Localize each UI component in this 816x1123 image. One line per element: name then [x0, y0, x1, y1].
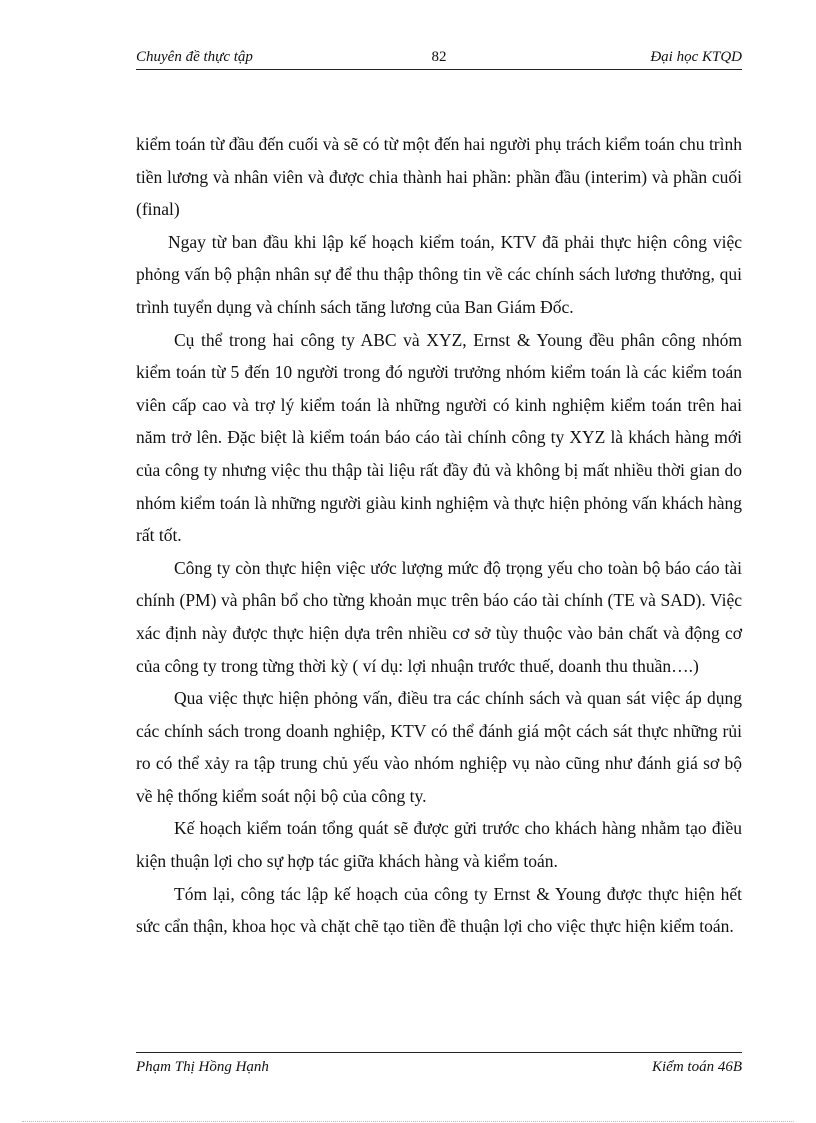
page-bottom-edge	[22, 1121, 794, 1122]
footer-author: Phạm Thị Hồng Hạnh	[136, 1059, 269, 1075]
header-page-number: 82	[431, 49, 447, 65]
paragraph-planning-interview: Ngay từ ban đầu khi lập kế hoạch kiểm toán, KTV đã phải thực hiện công việc phỏng vấn bộ phận nhân sự để thu thập thông tin về các chính sách lương thưởng, qui trình tuyển dụng và chính sách tăng lương của Ban Giám Đốc.	[136, 231, 742, 317]
paragraph-summary: Tóm lại, công tác lập kế hoạch của công ty Ernst & Young được thực hiện hết sức cẩn thận, khoa học và chặt chẽ tạo tiền đề thuận lợi cho việc thực hiện kiểm toán.	[136, 883, 742, 937]
paragraph-plan-sent: Kế hoạch kiểm toán tổng quát sẽ được gửi trước cho khách hàng nhằm tạo điều kiện thuận lợi cho sự hợp tác giữa khách hàng và kiểm toán.	[136, 818, 742, 872]
paragraph-audit-team: Cụ thể trong hai công ty ABC và XYZ, Ernst & Young đều phân công nhóm kiểm toán từ 5 đến 10 người trong đó người trưởng nhóm kiểm toán là các kiểm toán viên cấp cao và trợ lý kiểm toán là những người có kinh nghiệm kiểm toán trên hai năm trở lên. Đặc biệt là kiểm toán báo cáo tài chính công ty XYZ là khách hàng mới của công ty nhưng việc thu thập tài liệu rất đầy đủ và không bị mất nhiều thời gian do nhóm kiểm toán là những người giàu kinh nghiệm và thực hiện phỏng vấn khách hàng rất tốt.	[136, 329, 742, 546]
page-header	[136, 49, 742, 70]
document-body	[136, 128, 742, 943]
page-footer	[136, 1052, 742, 1077]
header-university: Đại học KTQD	[650, 49, 742, 65]
header-report-title: Chuyên đề thực tập	[136, 49, 253, 65]
paragraph-materiality: Công ty còn thực hiện việc ước lượng mức độ trọng yếu cho toàn bộ báo cáo tài chính (PM) và phân bổ cho từng khoản mục trên báo cáo tài chính (TE và SAD). Việc xác định này được thực hiện dựa trên nhiều cơ sở tùy thuộc vào bản chất và động cơ của công ty trong từng thời kỳ ( ví dụ: lợi nhuận trước thuế, doanh thu thuần….)	[136, 557, 742, 676]
paragraph-risk-assessment: Qua việc thực hiện phỏng vấn, điều tra các chính sách và quan sát việc áp dụng các chính sách trong doanh nghiệp, KTV có thể đánh giá một cách sát thực những rủi ro có thể xảy ra tập trung chủ yếu vào nhóm nghiệp vụ nào cũng như đánh giá sơ bộ về hệ thống kiểm soát nội bộ của công ty.	[136, 688, 742, 806]
paragraph-continuation: kiểm toán từ đầu đến cuối và sẽ có từ một đến hai người phụ trách kiểm toán chu trình tiền lương và nhân viên và được chia thành hai phần: phần đầu (interim) và phần cuối (final)	[136, 134, 742, 220]
footer-class: Kiểm toán 46B	[652, 1059, 742, 1075]
